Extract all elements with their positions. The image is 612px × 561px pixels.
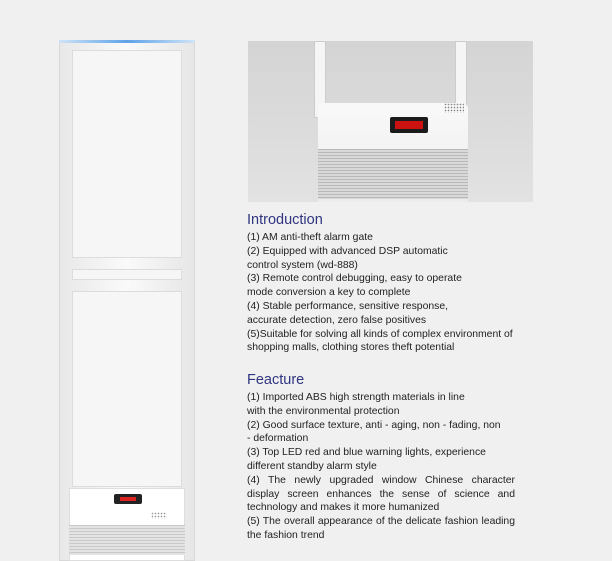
feature-line: (3) Top LED red and blue warning lights, experience bbox=[247, 447, 486, 459]
intro-line: shopping malls, clothing stores theft potential bbox=[247, 342, 455, 354]
feature-section bbox=[247, 372, 547, 543]
intro-line: control system (wd-888) bbox=[247, 259, 358, 271]
intro-line: (3) Remote control debugging, easy to operate bbox=[247, 273, 462, 285]
display-screen bbox=[390, 117, 428, 133]
introduction-heading: Introduction bbox=[247, 212, 323, 228]
intro-line: (1) AM anti-theft alarm gate bbox=[247, 232, 373, 243]
feature-line: with the environmental protection bbox=[247, 405, 400, 417]
feature-line: (4) The newly upgraded window Chinese character display screen enhances the sense of science and technology and makes it more humanized bbox=[247, 474, 515, 514]
feature-line: (5) The overall appearance of the delicate fashion leading the fashion trend bbox=[247, 516, 515, 541]
introduction-section bbox=[247, 212, 547, 355]
gate-lower-panel bbox=[72, 291, 182, 487]
intro-line: accurate detection, zero false positives bbox=[247, 314, 427, 326]
feature-line: - deformation bbox=[247, 433, 309, 445]
feature-line: (1) Imported ABS high strength materials in line bbox=[247, 392, 465, 403]
intro-line: (5)Suitable for solving all kinds of complex environment of bbox=[247, 328, 513, 340]
intro-line: (4) Stable performance, sensitive response, bbox=[247, 300, 448, 312]
product-detail-photo bbox=[248, 41, 533, 202]
speaker-grille bbox=[151, 512, 167, 519]
product-gate-image bbox=[59, 40, 195, 561]
intro-line: mode conversion a key to complete bbox=[247, 287, 411, 299]
led-strip bbox=[59, 40, 195, 43]
feature-heading: Feacture bbox=[247, 372, 305, 388]
gate-upper-panel bbox=[72, 50, 182, 258]
display-screen bbox=[114, 494, 142, 504]
feature-line: different standby alarm style bbox=[247, 460, 377, 472]
feature-line: (2) Good surface texture, anti - aging, non - fading, non bbox=[247, 419, 501, 431]
speaker-grille bbox=[444, 103, 464, 113]
intro-line: (2) Equipped with advanced DSP automatic bbox=[247, 245, 448, 257]
